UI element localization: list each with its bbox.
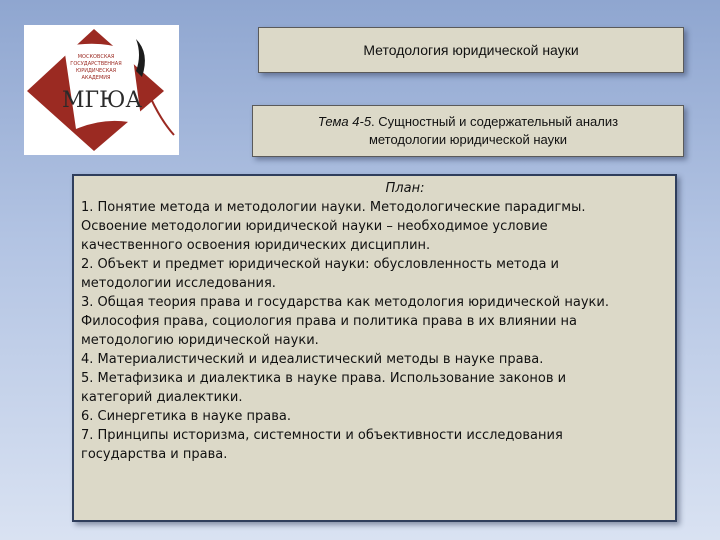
topic-prefix: Тема 4-5 xyxy=(317,114,372,129)
logo-text-line-1: МОСКОВСКАЯ xyxy=(77,54,115,60)
academy-logo xyxy=(24,25,179,155)
topic-box xyxy=(252,105,684,157)
topic-line-2: методологии юридической науки xyxy=(368,132,568,147)
plan-line: 3. Общая теория права и государства как методология юридической науки. xyxy=(81,295,609,310)
plan-box xyxy=(72,174,677,522)
plan-line: методологии исследования. xyxy=(81,276,276,291)
plan-line: 6. Синергетика в науке права. xyxy=(81,409,292,424)
plan-line: государства и права. xyxy=(81,447,228,462)
slide-title-box xyxy=(258,27,684,73)
logo-text-line-2: ГОСУДАРСТВЕННАЯ xyxy=(70,61,122,67)
plan-line: 2. Объект и предмет юридической науки: обусловленность метода и xyxy=(81,257,559,272)
logo-text-line-3: ЮРИДИЧЕСКАЯ xyxy=(75,68,117,74)
plan-line: 4. Материалистический и идеалистический методы в науке права. xyxy=(81,352,544,367)
plan-list xyxy=(81,198,669,464)
plan-line: качественного освоения юридических дисциплин. xyxy=(81,238,431,253)
plan-title: План: xyxy=(385,181,425,196)
topic-line-1 xyxy=(318,113,618,131)
plan-line: Философия права, социология права и политика права в их влиянии на xyxy=(81,314,577,329)
plan-line: 5. Метафизика и диалектика в науке права. Использование законов и xyxy=(81,371,567,386)
plan-line: 1. Понятие метода и методологии науки. Методологические парадигмы. xyxy=(81,200,586,215)
plan-line: методологию юридической науки. xyxy=(81,333,319,348)
topic-line-1-text: . Сущностный и содержательный анализ xyxy=(371,114,619,129)
plan-line: 7. Принципы историзма, системности и объективности исследования xyxy=(81,428,563,443)
logo-text-line-4: АКАДЕМИЯ xyxy=(81,75,111,81)
logo-feather-icon xyxy=(136,39,145,77)
logo-abbreviation: МГЮА xyxy=(61,88,143,113)
plan-line: категорий диалектики. xyxy=(81,390,243,405)
logo-emblem-icon xyxy=(24,25,179,155)
slide-title: Методология юридической науки xyxy=(363,42,579,58)
plan-line: Освоение методологии юридической науки – необходимое условие xyxy=(81,219,548,234)
